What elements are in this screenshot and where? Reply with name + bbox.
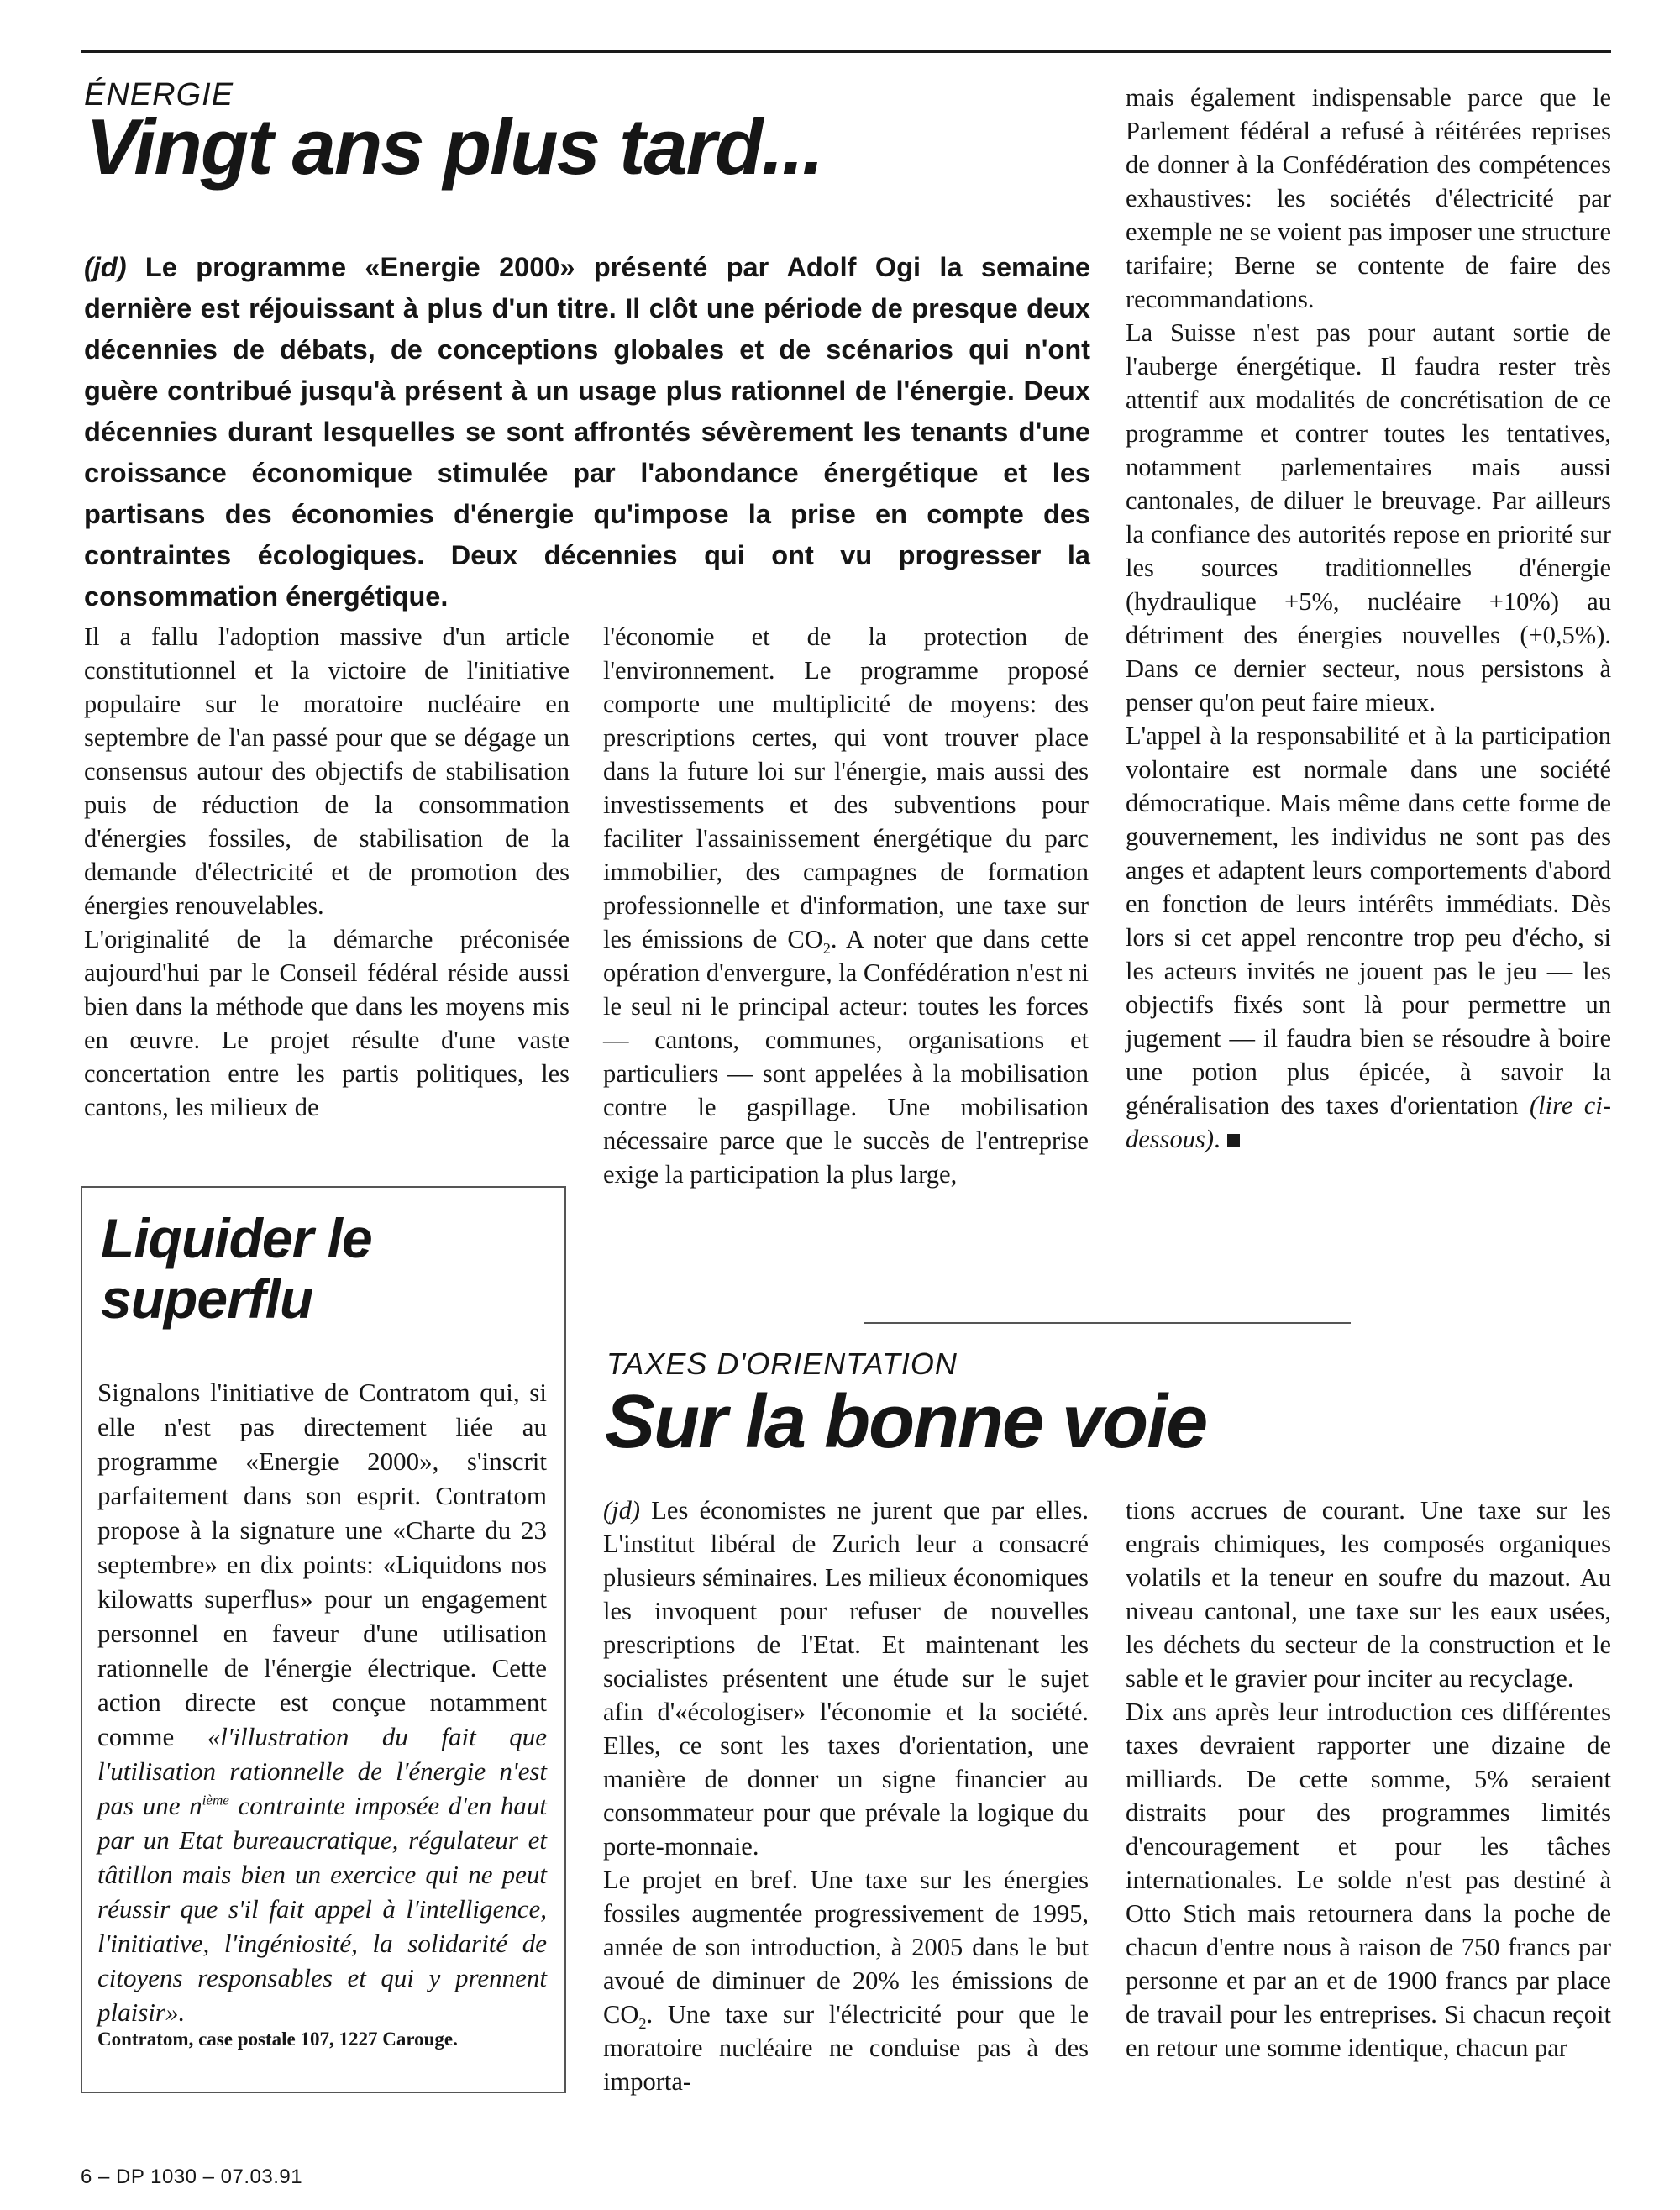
article1-col1-paragraph-1: Il a fallu l'adoption massive d'un article constitutionnel et la victoire de l'initiative populaire sur le moratoire nucléaire en septembre de l'an passé pour que se dégage un consensus autour des objectifs de stabilisation puis de réduction de la consommation d'énergies fossiles, de stabilisation de la demande d'électricité et de promotion des énergies renouvelables. xyxy=(84,622,570,920)
sidebar-title: Liquider le superflu xyxy=(101,1207,372,1330)
sidebar-quote: «l'illustration du fait que l'utilisation rationnelle de l'énergie n'est pas une $n^{ième}$ contrainte imposée d'en haut par un Etat bureaucratique, régulateur et tâtillon mais bien un exercice qui ne peut réussir que s'il fait appel à l'intelligence, l'initiative, l'ingéniosité, la solidarité de citoyens responsables et qui y prennent plaisir». xyxy=(97,1722,548,2027)
article2-column-1 xyxy=(603,1493,1089,2098)
article1-column-2 xyxy=(603,620,1089,1191)
cross-reference: (lire ci-dessous) xyxy=(1126,1091,1611,1153)
article1-col2-paragraph: l'économie et de la protection de l'environnement. Le programme proposé comporte une multiplicité de moyens: des prescriptions certes, qui vont trouver place dans la future loi sur l'énergie, mais aussi des investissements et des subventions pour faciliter l'assainissement énergétique du parc immobilier, des campagnes de formation professionnelle et d'information, une taxe sur les émissions de $CO_2$. A noter que dans cette opération d'envergure, la Confédération n'est ni le seul ni le principal acteur: toutes les forces — cantons, communes, organisations et particuliers — sont appelées à la mobilisation contre le gaspillage. Une mobilisation nécessaire parce que le succès de l'entreprise exige la participation la plus large, xyxy=(603,622,1089,1189)
sidebar-address: Contratom, case postale 107, 1227 Carouge. xyxy=(97,2029,458,2050)
article2-byline: (jd) xyxy=(603,1496,641,1525)
top-rule xyxy=(81,50,1611,53)
article2-col1-paragraph-2: Le projet en bref. Une taxe sur les énergies fossiles augmentée progressivement de 1995, année de son introduction, à 2005 dans le but avoué de diminuer de 20% les émissions de $CO_2$. Une taxe sur l'électricité pour que le moratoire nucléaire ne conduise pas à des importa- xyxy=(603,1866,1089,2096)
article1-column-1 xyxy=(84,620,570,1124)
sidebar-paragraph: Signalons l'initiative de Contratom qui, si elle n'est pas directement liée au programme «Energie 2000», s'inscrit parfaitement dans son esprit. Contratom propose à la signature une «Charte du 23 septembre» en dix points: «Liquidons nos kilowatts superflus» pour un engagement personnel en faveur d'une utilisation rationnelle de l'énergie électrique. Cette action directe est conçue notamment comme «l'illustration du fait que l'utilisation rationnelle de l'énergie n'est pas une $n^{ième}$ contrainte imposée d'en haut par un Etat bureaucratique, régulateur et tâtillon mais bien un exercice qui ne peut réussir que s'il fait appel à l'intelligence, l'initiative, l'ingéniosité, la solidarité de citoyens responsables et qui y prennent plaisir». xyxy=(97,1378,548,2027)
lead-byline: (jd) xyxy=(84,252,127,282)
article2-kicker: TAXES D'ORIENTATION xyxy=(606,1346,958,1381)
end-of-article-square-icon xyxy=(1227,1134,1240,1147)
article2-col2-paragraph-1: tions accrues de courant. Une taxe sur les engrais chimiques, les composés organiques volatils et la teneur en soufre du mazout. Au niveau cantonal, une taxe sur les eaux usées, les déchets du secteur de la construction et le sable et le gravier pour inciter au recyclage. xyxy=(1126,1496,1611,1693)
article1-column-3 xyxy=(1126,81,1611,1156)
article2-headline: Sur la bonne voie xyxy=(605,1380,1207,1464)
article1-col3-paragraph-1: mais également indispensable parce que le Parlement fédéral a refusé à réitérées reprises de donner à la Confédération des compétences exhaustives: les sociétés d'électricité par exemple ne se voient pas imposer une structure tarifaire; Berne se contente de faire des recommandations. xyxy=(1126,83,1611,313)
article2-column-2 xyxy=(1126,1493,1611,2065)
article2-col1-paragraph-1: (jd) Les économistes ne jurent que par elles. L'institut libéral de Zurich leur a consacré plusieurs séminaires. Les milieux économiques les invoquent pour refuser de nouvelles prescriptions de l'Etat. Et maintenant les socialistes présentent une étude sur le sujet afin d'«écologiser» l'économie et la société. Elles, ce sont les taxes d'orientation, une manière de donner un signe financier au consommateur pour que prévale la logique du porte-monnaie. xyxy=(603,1496,1089,1861)
article1-col3-paragraph-3: L'appel à la responsabilité et à la participation volontaire est normale dans une société démocratique. Mais même dans cette forme de gouvernement, les individus ne sont pas des anges et adaptent leurs comportements d'abord en fonction de leurs intérêts immédiats. Dès lors si cet appel rencontre trop peu d'écho, si les acteurs invités ne jouent pas le jeu — les objectifs fixés sont là pour permettre un jugement — il faudra bien se résoudre à boire une potion plus épicée, à savoir la généralisation des taxes d'orientation (lire ci-dessous). xyxy=(1126,722,1611,1153)
page-folio: 6 – DP 1030 – 07.03.91 xyxy=(81,2165,303,2188)
section-divider xyxy=(864,1322,1351,1324)
article1-col3-paragraph-2: La Suisse n'est pas pour autant sortie de l'auberge énergétique. Il faudra rester très attentif aux modalités de concrétisation de ce programme et contrer toutes les tentatives, notamment parlementaires mais aussi cantonales, de diluer le breuvage. Par ailleurs la confiance des autorités repose en priorité sur les sources traditionnelles d'énergie (hydraulique +5%, nucléaire +10%) au détriment des énergies nouvelles (+0,5%). Dans ce dernier secteur, nous persistons à penser qu'on peut faire mieux. xyxy=(1126,318,1611,717)
article1-col1-paragraph-2: L'originalité de la démarche préconisée aujourd'hui par le Conseil fédéral réside aussi bien dans la méthode que dans les moyens mis en œuvre. Le projet résulte d'une vaste concertation entre les partis politiques, les cantons, les milieux de xyxy=(84,925,570,1121)
sidebar-body xyxy=(97,1375,547,2029)
article2-col2-paragraph-2: Dix ans après leur introduction ces différentes taxes devraient rapporter une dizaine de milliards. De cette somme, 5% seraient distraits pour des programmes limités d'encouragement et pour les tâches internationales. Le solde n'est pas destiné à Otto Stich mais retournera dans la poche de chacun d'entre nous à raison de 750 francs par personne et par an et de 1900 francs par place de travail pour les entreprises. Si chacun reçoit en retour une somme identique, chacun par xyxy=(1126,1698,1611,2062)
article1-kicker: ÉNERGIE xyxy=(84,77,234,113)
article1-lead xyxy=(84,247,1090,617)
lead-text: Le programme «Energie 2000» présenté par Adolf Ogi la semaine dernière est réjouissant à plus d'un titre. Il clôt une période de presque deux décennies de débats, de conceptions globales et de scénarios qui n'ont guère contribué jusqu'à présent à un usage plus rationnel de l'énergie. Deux décennies durant lesquelles se sont affrontés sévèrement les tenants d'une croissance économique stimulée par l'abondance énergétique et les partisans des économies d'énergie qu'impose la prise en compte des contraintes écologiques. Deux décennies qui ont vu progresser la consommation énergétique. xyxy=(84,252,1090,612)
article1-headline: Vingt ans plus tard... xyxy=(86,102,822,191)
sidebar-box xyxy=(81,1186,566,2093)
